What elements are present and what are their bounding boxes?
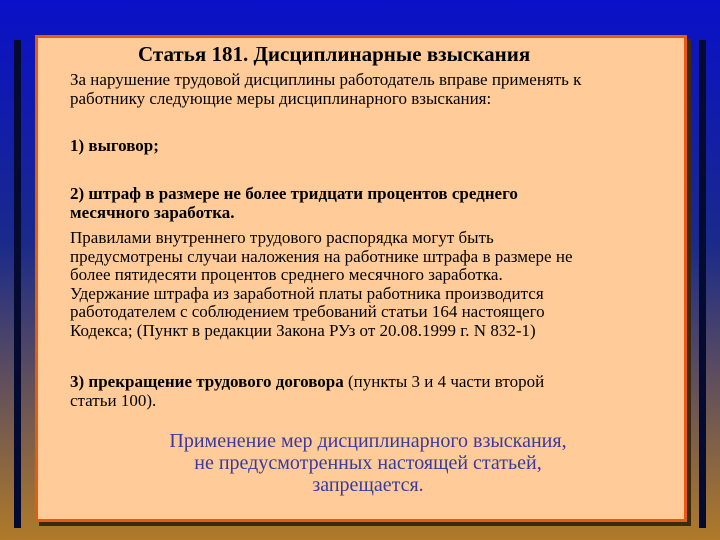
fine-rules-paragraph: Правилами внутреннего трудового распорядка могут быть предусмотрены случаи наложения на работнике штрафа в размере не более пятидесяти процентов среднего месячного заработка. Удержание штрафа из заработной платы работника производится работодателем с соблюдением требований статьи 164 настоящего Кодекса; (Пункт в редакции Закона РУз от 20.08.1999 г. N 832-1) — [70, 228, 573, 340]
intro-paragraph: За нарушение трудовой дисциплины работодатель вправе применять к работнику следующие меры дисциплинарного взыскания: — [70, 70, 582, 108]
left-decorative-bar — [14, 40, 21, 528]
list-item-termination — [70, 373, 682, 410]
content-panel — [35, 35, 687, 522]
slide-title: Статья 181. Дисциплинарные взыскания — [138, 42, 531, 66]
termination-reference: (пункты 3 и 4 части второй статьи 100). — [70, 372, 545, 410]
termination-label: 3) прекращение трудового договора — [70, 372, 344, 391]
list-item-fine: 2) штраф в размере не более тридцати процентов среднего месячного заработка. — [70, 184, 518, 222]
right-decorative-bar — [699, 40, 706, 528]
list-item-reprimand: 1) выговор; — [70, 136, 159, 155]
prohibition-note: Применение мер дисциплинарного взыскания, не предусмотренных настоящей статьей, запрещается. — [169, 430, 567, 496]
